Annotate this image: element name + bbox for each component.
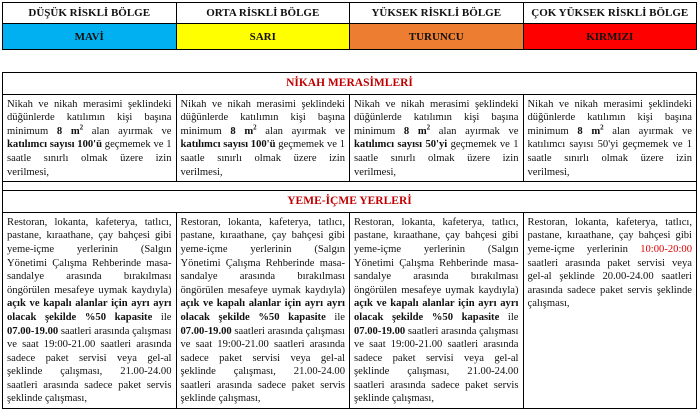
yeme-rule-medium: Restoran, lokanta, kafeterya, tatlıcı, pastane, kıraathane, çay bahçesi gibi yeme-içme yerlerinin (Salgın Yönetimi Çalışma Rehberinde masa-sandalye arasında bırakılması öngörülen mesafeye uymak kaydıyla) açık ve kapalı alanlar için ayrı ayrı olacak şekilde %50 kapasite ile 07.00-19.00 saatleri arasında çalışması ve saat 19:00-21.00 saatleri arasında sadece paket servisi veya gel-al şeklinde çalışması, 21.00-24.00 saatleri arasında sadece paket servis şeklinde çalışması, — [176, 212, 350, 408]
rules-table — [2, 72, 697, 409]
yeme-rule-low: Restoran, lokanta, kafeterya, tatlıcı, pastane, kıraathane, çay bahçesi gibi yeme-içme yerlerinin (Salgın Yönetimi Çalışma Rehberinde masa-sandalye arasında bırakılması öngörülen mesafeye uymak kaydıyla) açık ve kapalı alanlar için ayrı ayrı olacak şekilde %50 kapasite ile 07.00-19.00 saatleri arasında çalışması ve saat 19:00-21.00 saatleri arasında sadece paket servisi veya gel-al şeklinde çalışması, 21.00-24.00 saatleri arasında sadece paket servis şeklinde çalışması, — [3, 212, 177, 408]
restricted-hours: 10:00-20:00 — [640, 243, 692, 255]
section-spacer — [3, 182, 697, 191]
nikah-rule-very-high: Nikah ve nikah merasimi şeklindeki düğünlerde katılımın kişi başına minimum 8 $m^2$ alan ayırmak ve katılımcı sayısı 50'yi geçmemek ve 1 saatle sınırlı olmak üzere izin verilmesi, — [523, 94, 697, 182]
zone-color-red: KIRMIZI — [523, 24, 697, 50]
zone-color-blue: MAVİ — [3, 24, 177, 50]
nikah-rule-high: Nikah ve nikah merasimi şeklindeki düğünlerde katılımın kişi başına minimum 8 $m^2$ alan ayırmak ve katılımcı sayısı 50'yi geçmemek ve 1 saatle sınırlı olmak üzere izin verilmesi, — [350, 94, 524, 182]
nikah-rule-medium: Nikah ve nikah merasimi şeklindeki düğünlerde katılımın kişi başına minimum 8 $m^2$ alan ayırmak ve katılımcı sayısı 100'ü geçmemek ve 1 saatle sınırlı olmak üzere izin verilmesi, — [176, 94, 350, 182]
yeme-rule-high: Restoran, lokanta, kafeterya, tatlıcı, pastane, kıraathane, çay bahçesi gibi yeme-içme yerlerinin (Salgın Yönetimi Çalışma Rehberinde masa-sandalye arasında bırakılması öngörülen mesafeye uymak kaydıyla) açık ve kapalı alanlar için ayrı ayrı olacak şekilde %50 kapasite ile 07.00-19.00 saatleri arasında çalışması ve saat 19:00-21.00 saatleri arasında sadece paket servisi veya gel-al şeklinde çalışması, 21.00-24.00 saatleri arasında sadece paket servis şeklinde çalışması, — [350, 212, 524, 408]
section-title-yeme-icme: YEME-İÇME YERLERİ — [3, 191, 697, 213]
zone-title-very-high: ÇOK YÜKSEK RİSKLİ BÖLGE — [523, 3, 697, 24]
zone-color-yellow: SARI — [176, 24, 350, 50]
risk-zone-header — [2, 2, 697, 50]
section-title-nikah: NİKAH MERASİMLERİ — [3, 73, 697, 95]
zone-title-low: DÜŞÜK RİSKLİ BÖLGE — [3, 3, 177, 24]
zone-title-medium: ORTA RİSKLİ BÖLGE — [176, 3, 350, 24]
nikah-rule-low: Nikah ve nikah merasimi şeklindeki düğünlerde katılımın kişi başına minimum 8 $m^2$ alan ayırmak ve katılımcı sayısı 100'ü geçmemek ve 1 saatle sınırlı olmak üzere izin verilmesi, — [3, 94, 177, 182]
zone-color-orange: TURUNCU — [350, 24, 524, 50]
zone-title-high: YÜKSEK RİSKLİ BÖLGE — [350, 3, 524, 24]
yeme-rule-very-high: Restoran, lokanta, kafeterya, tatlıcı, pastane, kıraathane, çay bahçesi gibi yeme-içme yerlerinin 10:00-20:00 saatleri arasında paket servisi veya gel-al şeklinde 20.00-24.00 saatleri arasında sadece paket servis şeklinde çalışması, — [523, 212, 697, 408]
